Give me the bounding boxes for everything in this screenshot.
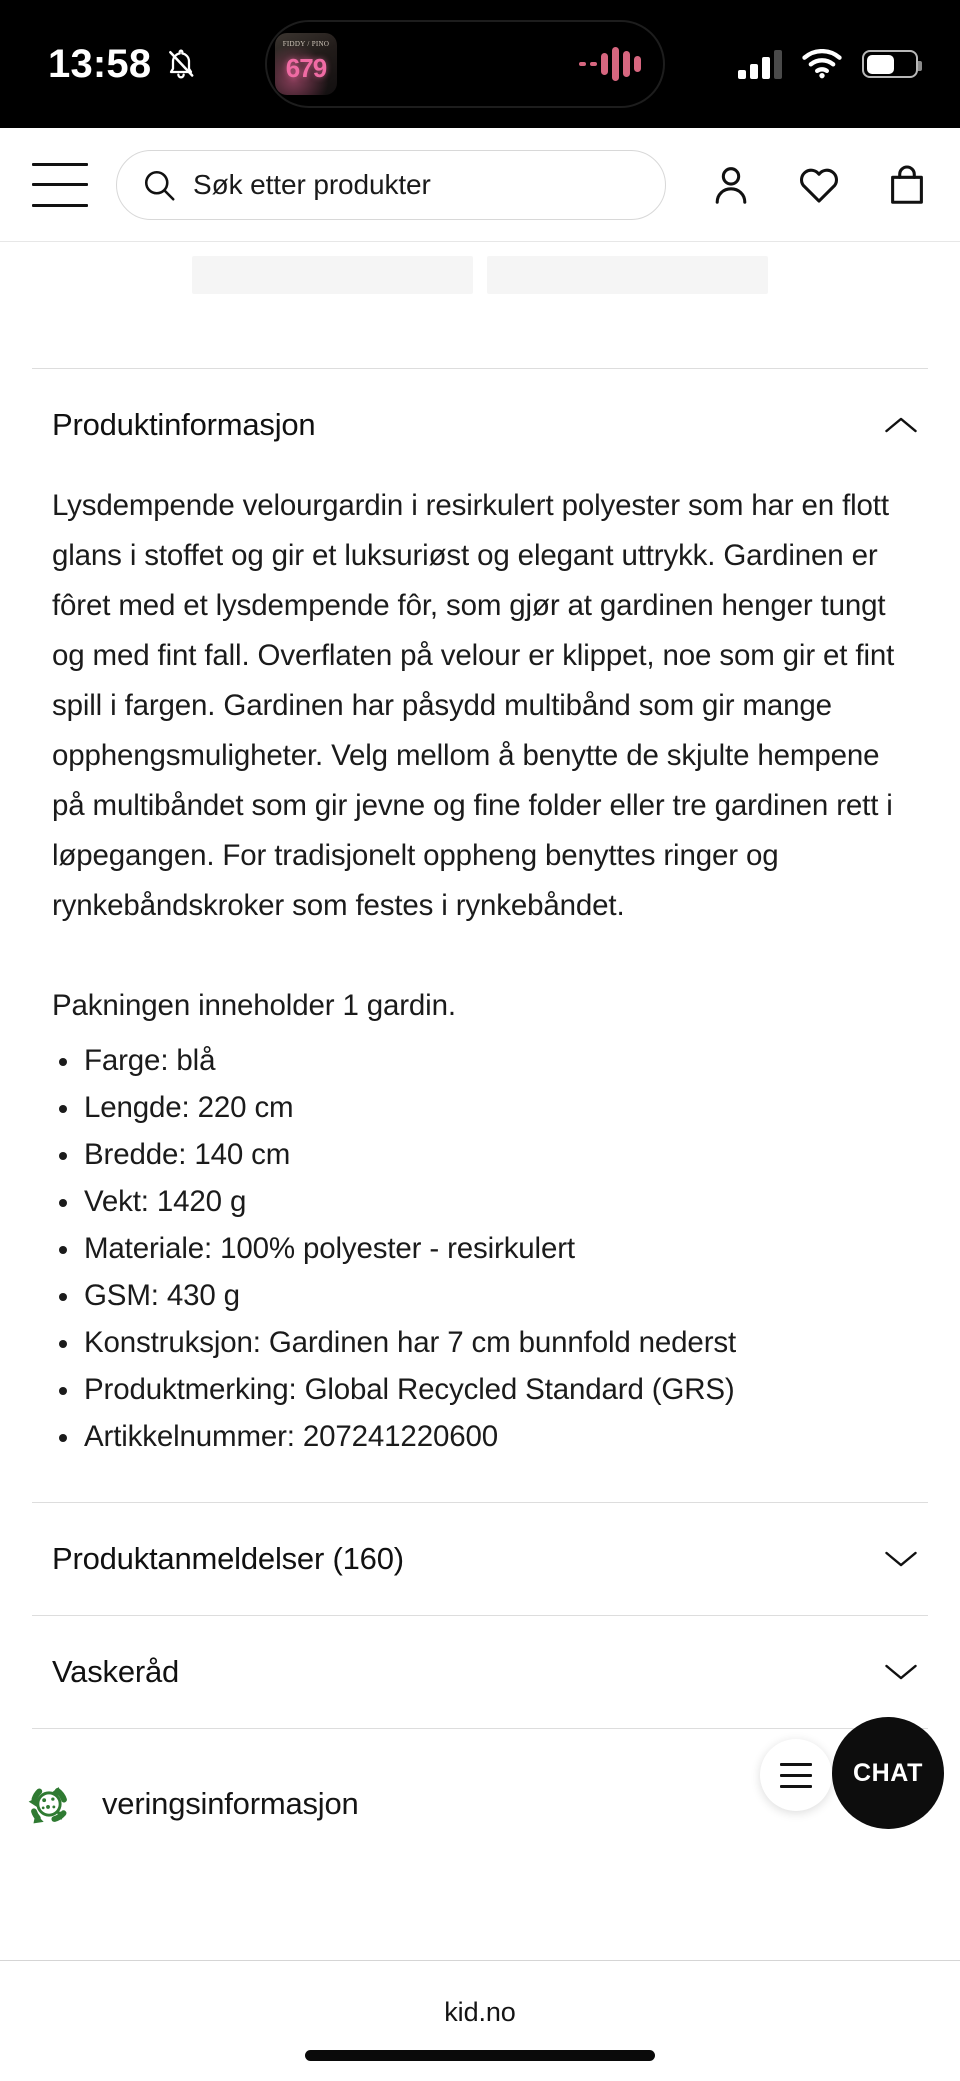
hamburger-line	[32, 163, 88, 166]
album-art-number: 679	[285, 53, 327, 83]
list-item: Bredde: 140 cm	[52, 1131, 908, 1178]
paragraph-spacer	[52, 931, 908, 981]
accordion-title: Produktinformasjon	[52, 407, 316, 442]
accordion-header-vaskerad[interactable]	[0, 1616, 960, 1728]
placeholder-card	[487, 256, 768, 294]
status-bar-left	[48, 44, 248, 84]
list-item: Vekt: 1420 g	[52, 1178, 908, 1225]
battery-fill	[867, 55, 894, 74]
accordion-title: Produktanmeldelser (160)	[52, 1541, 404, 1576]
fab-menu-line	[780, 1763, 812, 1766]
clock: 13:58	[48, 42, 152, 86]
dynamic-island[interactable]	[265, 20, 665, 108]
floating-menu-icon[interactable]	[760, 1739, 832, 1811]
album-art-title: FIDDY / PINO	[282, 40, 330, 48]
accordion-title: Vaskeråd	[52, 1654, 180, 1689]
chevron-down-icon	[884, 1549, 918, 1569]
status-bar	[0, 0, 960, 128]
app-header	[0, 128, 960, 242]
chevron-down-icon	[884, 1662, 918, 1682]
fab-menu-line	[780, 1785, 812, 1788]
user-account-icon[interactable]	[708, 162, 754, 208]
search-placeholder: Søk etter produkter	[193, 168, 431, 200]
shopping-bag-icon[interactable]	[884, 162, 930, 208]
fab-menu-line	[780, 1774, 812, 1777]
list-item: Farge: blå	[52, 1037, 908, 1084]
description-paragraph: Lysdempende velourgardin i resirkulert polyester som har en flott glans i stoffet og gir et luksuriøst og elegant uttrykk. Gardinen er fôret med et lysdempende fôr, som gjør at gardinen henger tungt og med fint fall. Overflaten på velour er klippet, noe som gir et fint spill i fargen. Gardinen har påsydd multibånd som gir mange opphengsmuligheter. Velg mellom å benytte de skjulte hempene på multibåndet som gir jevne og fine folder eller tre gardinen rett i løpegangen. For tradisjonelt oppheng benyttes ringer og rynkebåndskroker som festes i rynkebåndet.	[52, 489, 895, 922]
home-indicator[interactable]	[305, 2050, 655, 2061]
header-icon-group	[708, 162, 930, 208]
section-spacer	[0, 1460, 960, 1502]
package-note: Pakningen inneholder 1 gardin.	[52, 989, 456, 1022]
bell-slash-icon	[165, 47, 197, 81]
hamburger-line	[32, 204, 88, 207]
page-content	[0, 256, 960, 1879]
cellular-signal-icon	[738, 49, 782, 79]
list-item: Lengde: 220 cm	[52, 1084, 908, 1131]
url-display[interactable]: kid.no	[444, 1997, 516, 2027]
product-spec-list	[0, 1037, 960, 1460]
list-item: GSM: 430 g	[52, 1272, 908, 1319]
album-artwork[interactable]	[275, 33, 337, 95]
accordion-header-produktinformasjon[interactable]	[0, 369, 960, 481]
recycling-info-label: veringsinformasjon	[102, 1786, 359, 1821]
list-item: Artikkelnummer: 207241220600	[52, 1413, 908, 1460]
accordion-header-produktanmeldelser[interactable]	[0, 1503, 960, 1615]
hamburger-menu-icon[interactable]	[32, 163, 88, 207]
wifi-icon	[802, 49, 842, 79]
list-item: Konstruksjon: Gardinen har 7 cm bunnfold nederst	[52, 1319, 908, 1366]
battery-icon	[862, 50, 918, 78]
placeholder-card	[192, 256, 473, 294]
hamburger-line	[32, 183, 88, 186]
search-icon	[141, 167, 177, 203]
chat-button[interactable]: CHAT	[832, 1717, 944, 1829]
heart-icon[interactable]	[796, 162, 842, 208]
list-item: Produktmerking: Global Recycled Standard (GRS)	[52, 1366, 908, 1413]
product-description	[0, 481, 960, 1031]
search-input[interactable]	[116, 150, 666, 220]
chevron-up-icon	[884, 415, 918, 435]
browser-bottom-bar	[0, 1960, 960, 2081]
audio-waveform-icon	[579, 44, 641, 84]
list-item: Materiale: 100% polyester - resirkulert	[52, 1225, 908, 1272]
status-bar-right	[738, 0, 918, 128]
recycling-icon	[18, 1773, 80, 1835]
footer-block	[0, 1729, 960, 1879]
partially-scrolled-cards	[0, 256, 960, 294]
